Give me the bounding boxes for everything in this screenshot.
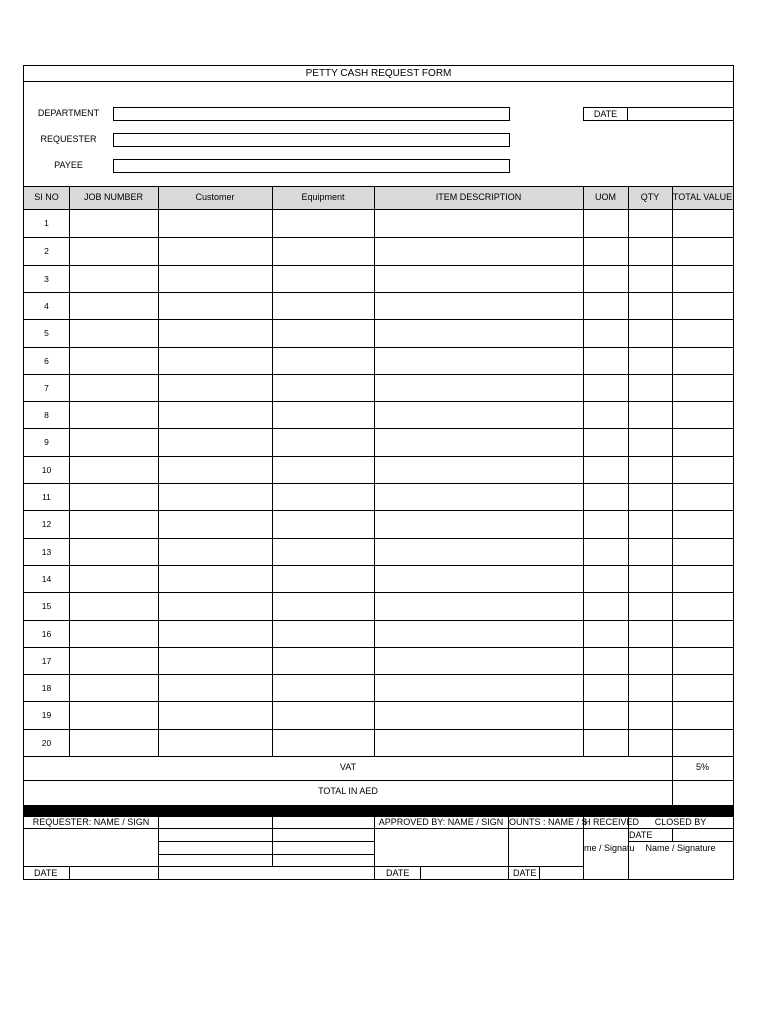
table-cell[interactable] (583, 730, 628, 756)
table-cell[interactable] (272, 675, 374, 701)
closed-date-label: DATE (629, 830, 653, 840)
table-body (24, 210, 733, 756)
table-cell[interactable] (158, 429, 272, 455)
row-number: 2 (44, 246, 49, 257)
approved-date-field[interactable] (420, 866, 508, 880)
table-cell[interactable] (628, 348, 672, 374)
header-job-number: JOB NUMBER (83, 192, 143, 202)
table-cell[interactable] (374, 593, 583, 619)
table-cell[interactable] (672, 348, 733, 374)
table-cell[interactable] (583, 484, 628, 510)
table-cell[interactable] (69, 702, 158, 728)
table-cell[interactable] (374, 621, 583, 647)
table-cell[interactable] (628, 730, 672, 756)
vat-label: VAT (339, 762, 357, 772)
table-cell[interactable] (628, 566, 672, 592)
table-cell[interactable] (374, 348, 583, 374)
header-customer: Customer (195, 192, 235, 202)
table-cell[interactable] (272, 293, 374, 319)
table-cell[interactable] (672, 266, 733, 292)
row-number: 3 (44, 273, 49, 284)
table-cell[interactable] (272, 730, 374, 756)
table-row (24, 374, 733, 401)
table-cell[interactable] (374, 266, 583, 292)
row-number: 6 (44, 355, 49, 366)
table-cell[interactable] (374, 375, 583, 401)
row-number: 5 (44, 328, 49, 339)
table-cell[interactable] (374, 402, 583, 428)
separator-bar (24, 805, 733, 817)
table-cell[interactable] (158, 210, 272, 237)
table-cell[interactable] (69, 375, 158, 401)
table-cell[interactable] (374, 320, 583, 346)
table-cell[interactable] (672, 429, 733, 455)
table-row (24, 210, 733, 237)
table-cell[interactable] (628, 238, 672, 264)
row-number: 20 (41, 737, 52, 748)
signature-section (24, 817, 733, 881)
table-row (24, 674, 733, 701)
table-cell[interactable] (69, 566, 158, 592)
row-number: 1 (44, 218, 49, 228)
table-cell[interactable] (628, 429, 672, 455)
table-cell[interactable] (272, 375, 374, 401)
table-cell[interactable] (583, 429, 628, 455)
header-total-value: TOTAL VALUE (672, 192, 733, 202)
form-title: PETTY CASH REQUEST FORM (305, 68, 452, 79)
table-cell[interactable] (672, 593, 733, 619)
table-cell[interactable] (69, 402, 158, 428)
table-cell[interactable] (158, 648, 272, 674)
row-number: 19 (41, 710, 52, 721)
table-cell[interactable] (158, 730, 272, 756)
table-cell[interactable] (272, 402, 374, 428)
total-value-field[interactable] (672, 780, 733, 805)
header-item-description: ITEM DESCRIPTION (435, 192, 522, 202)
table-cell[interactable] (374, 293, 583, 319)
table-cell[interactable] (158, 348, 272, 374)
table-cell[interactable] (272, 648, 374, 674)
table-cell[interactable] (672, 566, 733, 592)
payee-field[interactable] (113, 159, 510, 173)
table-cell[interactable] (69, 511, 158, 537)
table-cell[interactable] (272, 429, 374, 455)
table-cell[interactable] (672, 621, 733, 647)
table-cell[interactable] (374, 457, 583, 483)
closed-by-label: CLOSED BY (654, 817, 707, 827)
table-cell[interactable] (672, 402, 733, 428)
table-row (24, 401, 733, 428)
table-cell[interactable] (69, 593, 158, 619)
table-cell[interactable] (374, 429, 583, 455)
table-cell[interactable] (69, 238, 158, 264)
table-cell[interactable] (628, 511, 672, 537)
table-cell[interactable] (583, 348, 628, 374)
table-cell[interactable] (69, 293, 158, 319)
table-cell[interactable] (672, 457, 733, 483)
table-cell[interactable] (272, 210, 374, 237)
row-number: 10 (41, 464, 52, 475)
table-cell[interactable] (272, 457, 374, 483)
row-number: 18 (41, 683, 52, 694)
table-cell[interactable] (69, 210, 158, 237)
table-cell[interactable] (69, 621, 158, 647)
table-cell[interactable] (69, 457, 158, 483)
table-row (24, 647, 733, 674)
table-row (24, 347, 733, 374)
date-field[interactable] (627, 107, 734, 121)
cash-received-label: H RECEIVED (584, 817, 640, 827)
table-cell[interactable] (158, 457, 272, 483)
table-row (24, 428, 733, 455)
table-cell[interactable] (583, 402, 628, 428)
table-cell[interactable] (374, 675, 583, 701)
table-cell[interactable] (272, 621, 374, 647)
table-cell[interactable] (583, 621, 628, 647)
table-cell[interactable] (158, 293, 272, 319)
header-uom: UOM (595, 192, 616, 202)
table-cell[interactable] (583, 375, 628, 401)
table-cell[interactable] (583, 648, 628, 674)
row-number: 15 (41, 601, 52, 612)
table-cell[interactable] (374, 210, 583, 237)
table-cell[interactable] (672, 730, 733, 756)
row-number: 7 (44, 382, 49, 393)
table-cell[interactable] (69, 730, 158, 756)
table-cell[interactable] (374, 511, 583, 537)
table-cell[interactable] (628, 375, 672, 401)
table-cell[interactable] (628, 702, 672, 728)
table-cell[interactable] (69, 429, 158, 455)
table-cell[interactable] (672, 238, 733, 264)
table-cell[interactable] (583, 293, 628, 319)
table-cell[interactable] (672, 210, 733, 237)
table-cell[interactable] (374, 648, 583, 674)
table-cell[interactable] (69, 648, 158, 674)
cash-received-signature-label: me / Signatu (584, 843, 635, 853)
closed-by-signature-label: Name / Signature (645, 843, 716, 853)
table-cell[interactable] (583, 511, 628, 537)
table-cell[interactable] (628, 266, 672, 292)
table-cell[interactable] (628, 484, 672, 510)
table-cell[interactable] (672, 648, 733, 674)
table-cell[interactable] (583, 539, 628, 565)
table-cell[interactable] (158, 621, 272, 647)
table-cell[interactable] (672, 320, 733, 346)
requester-field[interactable] (113, 133, 510, 147)
table-row (24, 592, 733, 619)
table-cell[interactable] (672, 293, 733, 319)
table-cell[interactable] (672, 539, 733, 565)
row-number: 8 (44, 410, 49, 421)
date-label: DATE (583, 107, 628, 121)
table-cell[interactable] (272, 484, 374, 510)
header-si-no: SI NO (34, 192, 59, 202)
table-cell[interactable] (69, 675, 158, 701)
table-cell[interactable] (69, 484, 158, 510)
table-cell[interactable] (272, 266, 374, 292)
payee-label: PAYEE (54, 160, 83, 170)
table-cell[interactable] (628, 539, 672, 565)
table-cell[interactable] (583, 702, 628, 728)
row-number: 12 (41, 519, 52, 530)
table-cell[interactable] (628, 621, 672, 647)
table-cell[interactable] (583, 675, 628, 701)
row-number: 11 (42, 492, 51, 502)
table-cell[interactable] (272, 511, 374, 537)
table-header (24, 186, 733, 210)
table-cell[interactable] (272, 539, 374, 565)
table-row (24, 319, 733, 346)
table-cell[interactable] (374, 539, 583, 565)
table-cell[interactable] (158, 375, 272, 401)
table-cell[interactable] (672, 375, 733, 401)
table-cell[interactable] (69, 320, 158, 346)
table-cell[interactable] (69, 266, 158, 292)
row-number: 17 (41, 655, 52, 666)
header-qty: QTY (640, 192, 660, 202)
table-cell[interactable] (628, 320, 672, 346)
table-cell[interactable] (628, 293, 672, 319)
row-number: 14 (41, 573, 52, 584)
accounts-date-label: DATE (513, 868, 537, 878)
department-label: DEPARTMENT (37, 108, 100, 118)
table-cell[interactable] (69, 539, 158, 565)
table-cell[interactable] (374, 238, 583, 264)
table-cell[interactable] (583, 210, 628, 237)
table-cell[interactable] (672, 484, 733, 510)
closed-date-field[interactable] (672, 828, 733, 841)
total-label: TOTAL IN AED (318, 786, 378, 796)
table-cell[interactable] (374, 484, 583, 510)
table-cell[interactable] (158, 593, 272, 619)
accounts-date-field[interactable] (539, 866, 583, 880)
table-cell[interactable] (158, 539, 272, 565)
table-cell[interactable] (158, 484, 272, 510)
table-row (24, 510, 733, 537)
table-cell[interactable] (158, 511, 272, 537)
table-cell[interactable] (628, 402, 672, 428)
table-row (24, 292, 733, 319)
table-cell[interactable] (158, 320, 272, 346)
table-cell[interactable] (628, 675, 672, 701)
table-cell[interactable] (583, 238, 628, 264)
table-row (24, 265, 733, 292)
requester-label: REQUESTER (40, 134, 97, 144)
table-cell[interactable] (583, 266, 628, 292)
table-cell[interactable] (272, 702, 374, 728)
requester-date-field[interactable] (69, 866, 158, 880)
table-cell[interactable] (158, 238, 272, 264)
table-cell[interactable] (583, 457, 628, 483)
requester-sign-label: REQUESTER: NAME / SIGN (32, 817, 150, 827)
table-cell[interactable] (628, 457, 672, 483)
table-cell[interactable] (69, 348, 158, 374)
table-row (24, 483, 733, 510)
department-field[interactable] (113, 107, 510, 121)
table-cell[interactable] (158, 266, 272, 292)
vat-rate: 5% (695, 762, 709, 772)
approved-date-label: DATE (386, 868, 410, 878)
table-row (24, 620, 733, 647)
table-row (24, 538, 733, 565)
header-equipment: Equipment (301, 192, 345, 202)
table-cell[interactable] (583, 320, 628, 346)
table-row (24, 565, 733, 592)
table-cell[interactable] (272, 238, 374, 264)
table-row (24, 701, 733, 728)
table-cell[interactable] (374, 702, 583, 728)
table-cell[interactable] (374, 566, 583, 592)
table-cell[interactable] (158, 566, 272, 592)
accounts-sign-label: OUNTS : NAME / S (509, 817, 588, 827)
table-cell[interactable] (628, 210, 672, 237)
table-cell[interactable] (158, 675, 272, 701)
table-cell[interactable] (272, 320, 374, 346)
table-cell[interactable] (374, 730, 583, 756)
row-number: 16 (41, 628, 52, 639)
requester-date-label: DATE (34, 868, 58, 878)
table-cell[interactable] (158, 402, 272, 428)
table-cell[interactable] (583, 593, 628, 619)
table-cell[interactable] (628, 593, 672, 619)
table-row (24, 237, 733, 264)
table-cell[interactable] (158, 702, 272, 728)
table-cell[interactable] (672, 511, 733, 537)
table-cell[interactable] (272, 593, 374, 619)
table-cell[interactable] (583, 566, 628, 592)
approved-by-label: APPROVED BY: NAME / SIGN (378, 817, 504, 827)
table-cell[interactable] (672, 675, 733, 701)
row-number: 9 (44, 437, 49, 448)
row-number: 13 (41, 546, 52, 557)
table-row (24, 729, 733, 756)
petty-cash-form (23, 65, 734, 880)
table-cell[interactable] (672, 702, 733, 728)
row-number: 4 (44, 300, 49, 311)
table-cell[interactable] (628, 648, 672, 674)
table-cell[interactable] (272, 566, 374, 592)
table-row (24, 456, 733, 483)
table-cell[interactable] (272, 348, 374, 374)
